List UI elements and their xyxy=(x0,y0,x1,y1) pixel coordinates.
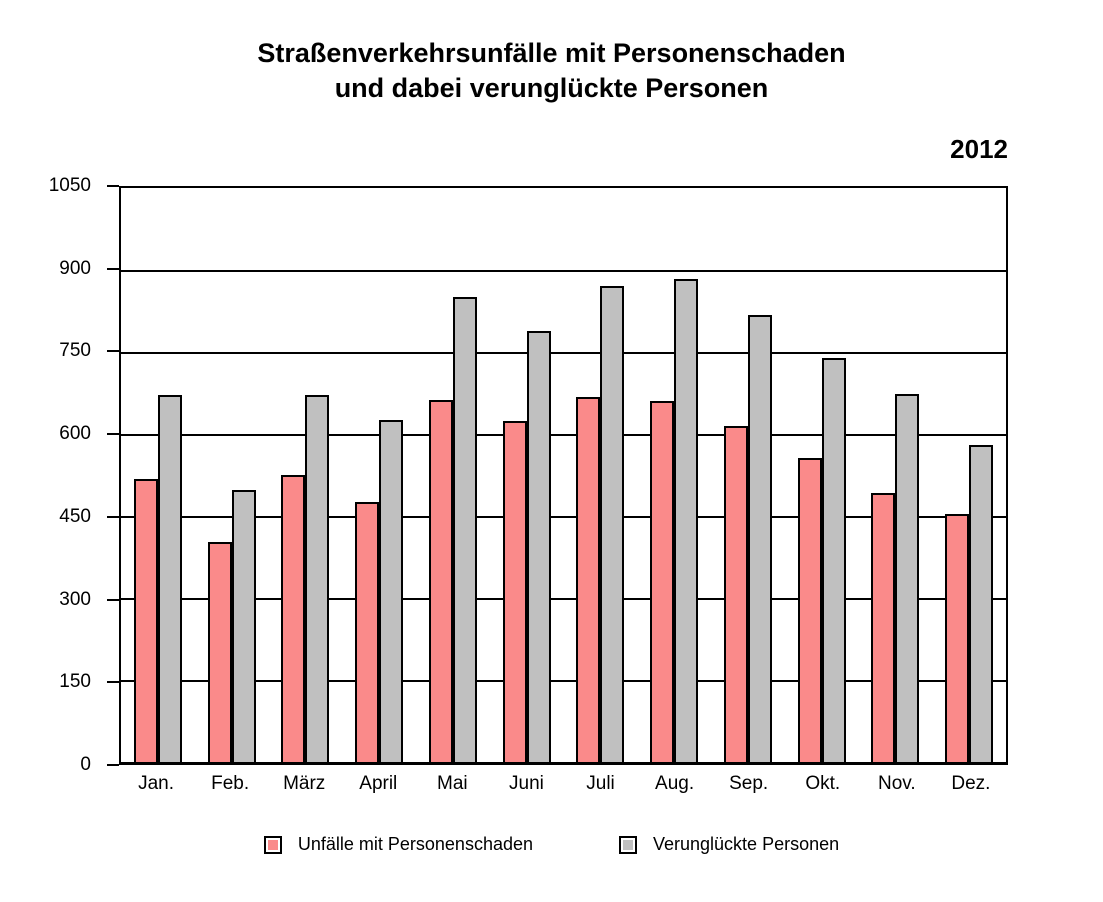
bar-verunglueckte-Mai xyxy=(453,297,477,762)
bar-group-Juni xyxy=(490,188,564,762)
legend-label-unfaelle: Unfälle mit Personenschaden xyxy=(297,834,533,854)
x-axis-tick-label-April: April xyxy=(359,773,398,794)
legend-item-unfaelle xyxy=(264,834,533,855)
x-axis-tick-label-Feb: Feb. xyxy=(211,773,250,794)
y-axis-tick-label-900: 900 xyxy=(59,257,91,279)
legend-swatch-verunglueckte xyxy=(619,836,637,854)
x-axis-tick-label-Juni: Juni xyxy=(509,773,544,794)
bar-unfaelle-Mai xyxy=(429,400,453,762)
y-axis-tick-mark-450 xyxy=(107,516,119,518)
x-axis xyxy=(119,773,1008,795)
bar-verunglueckte-Juni xyxy=(527,331,551,762)
year-label: 2012 xyxy=(950,134,1008,164)
plot-area xyxy=(119,186,1008,765)
bar-group-Juli xyxy=(564,188,638,762)
bar-group-Aug xyxy=(637,188,711,762)
y-axis-tick-mark-750 xyxy=(107,350,119,352)
y-axis-tick-mark-1050 xyxy=(107,185,119,187)
bar-unfaelle-Sep xyxy=(724,426,748,762)
legend-item-verunglueckte xyxy=(619,834,839,855)
y-axis-tick-mark-600 xyxy=(107,433,119,435)
y-axis-tick-mark-300 xyxy=(107,599,119,601)
bar-group-Okt xyxy=(785,188,859,762)
legend-label-verunglueckte: Verunglückte Personen xyxy=(653,834,840,854)
bar-group-März xyxy=(269,188,343,762)
y-axis xyxy=(0,175,119,775)
y-axis-tick-label-600: 600 xyxy=(59,423,91,445)
chart-title-line1: Straßenverkehrsunfälle mit Personenschaden xyxy=(257,38,846,68)
bar-group-Nov xyxy=(859,188,933,762)
bar-group-Jan xyxy=(121,188,195,762)
bar-unfaelle-Feb xyxy=(208,542,232,762)
y-axis-tick-label-150: 150 xyxy=(59,671,91,693)
bar-verunglueckte-Aug xyxy=(674,279,698,762)
x-axis-tick-label-März: März xyxy=(283,773,326,794)
bar-unfaelle-Juli xyxy=(576,397,600,762)
bar-verunglueckte-März xyxy=(305,395,329,762)
y-axis-tick-mark-900 xyxy=(107,268,119,270)
bar-unfaelle-Nov xyxy=(871,493,895,763)
bar-verunglueckte-Feb xyxy=(232,490,256,762)
x-axis-tick-label-Sep: Sep. xyxy=(729,773,769,794)
bar-unfaelle-Okt xyxy=(798,458,822,762)
chart-title xyxy=(0,36,1103,106)
x-axis-tick-label-Nov: Nov. xyxy=(877,773,916,794)
bar-verunglueckte-April xyxy=(379,420,403,762)
bar-verunglueckte-Okt xyxy=(822,358,846,762)
y-axis-tick-label-0: 0 xyxy=(80,754,91,775)
y-axis-tick-label-450: 450 xyxy=(59,505,91,527)
bar-unfaelle-Dez xyxy=(945,514,969,762)
bar-unfaelle-März xyxy=(281,475,305,762)
bar-group-Sep xyxy=(711,188,785,762)
bars-layer xyxy=(121,188,1006,762)
bar-verunglueckte-Sep xyxy=(748,315,772,762)
x-axis-tick-label-Dez: Dez. xyxy=(951,773,991,794)
bar-unfaelle-Jan xyxy=(134,479,158,762)
bar-verunglueckte-Jan xyxy=(158,395,182,762)
y-axis-tick-label-1050: 1050 xyxy=(48,175,91,196)
x-axis-tick-label-Juli: Juli xyxy=(586,773,615,794)
y-axis-tick-mark-0 xyxy=(107,764,119,766)
legend-swatch-unfaelle xyxy=(264,836,282,854)
bar-unfaelle-Juni xyxy=(503,421,527,762)
bar-verunglueckte-Juli xyxy=(600,286,624,762)
bar-unfaelle-April xyxy=(355,502,379,762)
bar-group-April xyxy=(342,188,416,762)
x-axis-tick-label-Okt: Okt. xyxy=(805,773,841,794)
y-axis-tick-mark-150 xyxy=(107,681,119,683)
bar-unfaelle-Aug xyxy=(650,401,674,762)
y-axis-tick-label-300: 300 xyxy=(59,588,91,610)
x-axis-tick-label-Mai: Mai xyxy=(437,773,468,794)
bar-group-Mai xyxy=(416,188,490,762)
x-axis-tick-label-Aug: Aug. xyxy=(655,773,695,794)
legend xyxy=(0,834,1103,855)
y-axis-tick-label-750: 750 xyxy=(59,340,91,362)
bar-group-Dez xyxy=(932,188,1006,762)
x-axis-tick-label-Jan: Jan. xyxy=(138,773,174,794)
bar-group-Feb xyxy=(195,188,269,762)
bar-verunglueckte-Nov xyxy=(895,394,919,762)
chart-title-line2: und dabei verunglückte Personen xyxy=(334,73,769,103)
bar-verunglueckte-Dez xyxy=(969,445,993,762)
